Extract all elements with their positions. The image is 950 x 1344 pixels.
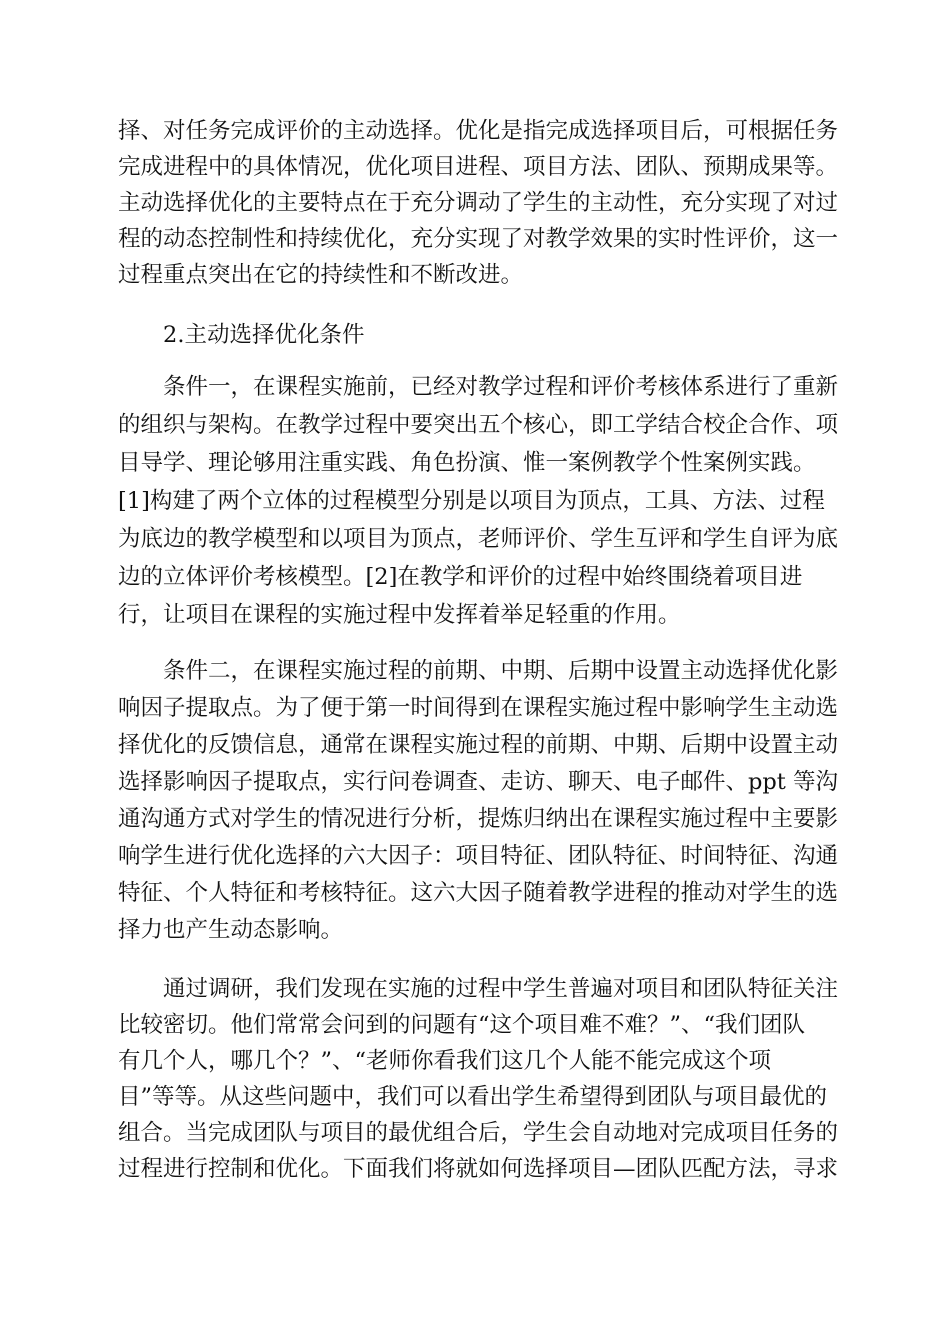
text-line: 择力也产生动态影响。 [118,917,344,943]
text-line: 组合。当完成团队与项目的最优组合后，学生会自动地对完成项目任务的 [118,1120,839,1146]
text-line: [1]构建了两个立体的过程模型分别是以项目为顶点，工具、方法、过程 [118,488,825,514]
text-line: 条件一，在课程实施前，已经对教学过程和评价考核体系进行了重新 [163,374,839,400]
text-line: 特征、个人特征和考核特征。这六大因子随着教学进程的推动对学生的选 [118,880,839,906]
text-line: 为底边的教学模型和以项目为顶点，老师评价、学生互评和学生自评为底 [118,526,839,552]
text-line: 通沟通方式对学生的情况进行分析，提炼归纳出在课程实施过程中主要影 [118,806,839,832]
text-line: 比较密切。他们常常会问到的问题有“这个项目难不难？”、“我们团队 [118,1012,806,1038]
text-line: 行，让项目在课程的实施过程中发挥着举足轻重的作用。 [118,602,681,628]
text-line: 程的动态控制性和持续优化，充分实现了对教学效果的实时性评价，这一 [118,226,839,252]
text-line: 选择影响因子提取点，实行问卷调查、走访、聊天、电子邮件、ppt 等沟 [118,769,839,795]
text-line: 条件二，在课程实施过程的前期、中期、后期中设置主动选择优化影 [163,658,839,684]
text-line: 的组织与架构。在教学过程中要突出五个核心，即工学结合校企合作、项 [118,412,839,438]
section-heading: 2.主动选择优化条件 [163,322,365,348]
text-line: 通过调研，我们发现在实施的过程中学生普遍对项目和团队特征关注 [163,976,839,1002]
text-line: 边的立体评价考核模型。[2]在教学和评价的过程中始终围绕着项目进 [118,564,803,590]
text-line: 过程重点突出在它的持续性和不断改进。 [118,262,524,288]
text-line: 有几个人，哪几个？”、“老师你看我们这几个人能不能完成这个项 [118,1048,772,1074]
text-line: 过程进行控制和优化。下面我们将就如何选择项目—团队匹配方法，寻求 [118,1156,839,1182]
text-line: 完成进程中的具体情况，优化项目进程、项目方法、团队、预期成果等。 [118,154,839,180]
text-line: 响因子提取点。为了便于第一时间得到在课程实施过程中影响学生主动选 [118,695,839,721]
text-line: 主动选择优化的主要特点在于充分调动了学生的主动性，充分实现了对过 [118,190,839,216]
text-line: 响学生进行优化选择的六大因子：项目特征、团队特征、时间特征、沟通 [118,843,839,869]
text-line: 目”等等。从这些问题中，我们可以看出学生希望得到团队与项目最优的 [118,1084,828,1110]
text-line: 择优化的反馈信息，通常在课程实施过程的前期、中期、后期中设置主动 [118,732,839,758]
text-line: 择、对任务完成评价的主动选择。优化是指完成选择项目后，可根据任务 [118,118,839,144]
text-line: 目导学、理论够用注重实践、角色扮演、惟一案例教学个性案例实践。 [118,450,816,476]
